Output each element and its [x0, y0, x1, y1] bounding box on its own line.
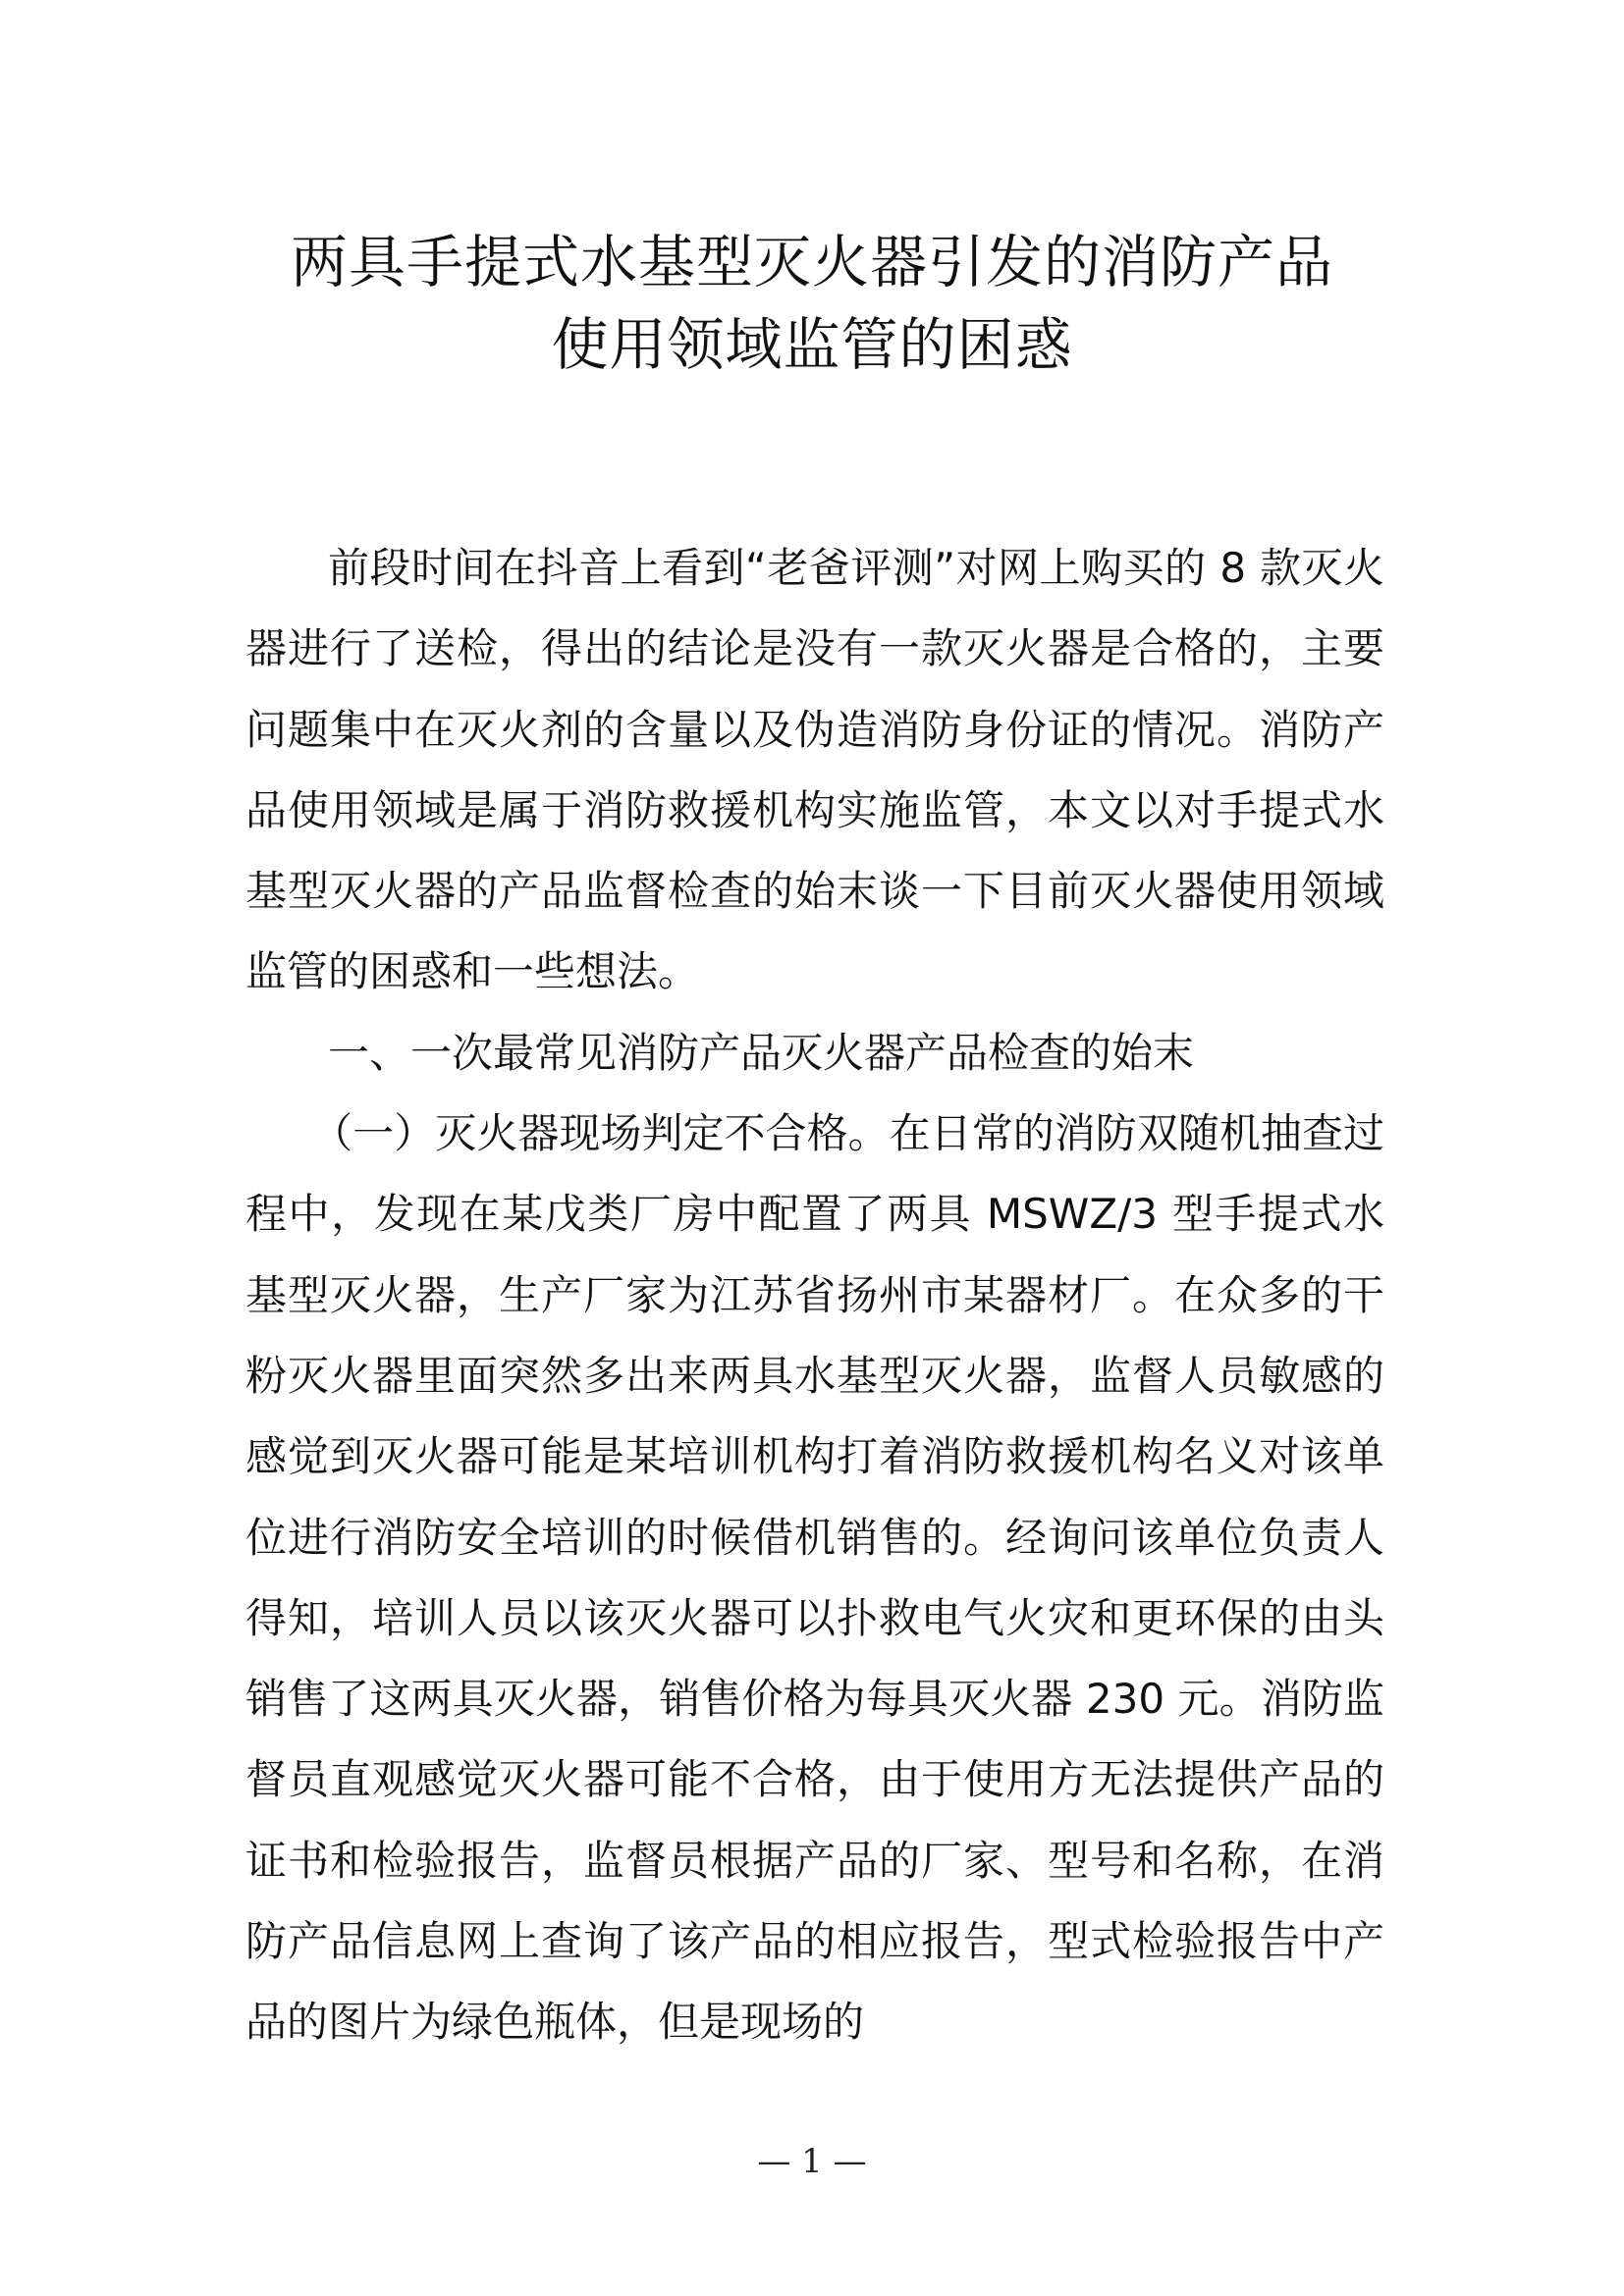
intro-paragraph: 前段时间在抖音上看到“老爸评测”对网上购买的 8 款灭火器进行了送检，得出的结论是没有一款灭火器是合格的，主要问题集中在灭火剂的含量以及伪造消防身份证的情况。消防产品使用领域是属于消防救援机构实施监管，本文以对手提式水基型灭火器的产品监督检查的始末谈一下目前灭火器使用领域监管的困惑和一些想法。 [245, 544, 1384, 996]
subsection-paragraph-1: （一）灭火器现场判定不合格。在日常的消防双随机抽查过程中，发现在某戊类厂房中配置了两具 MSWZ/3 型手提式水基型灭火器，生产厂家为江苏省扬州市某器材厂。在众多的干粉灭火器里面突然多出来两具水基型灭火器，监督人员敏感的感觉到灭火器可能是某培训机构打着消防救援机构名义对该单位进行消防安全培训的时候借机销售的。经询问该单位负责人得知，培训人员以该灭火器可以扑救电气火灾和更环保的由头销售了这两具灭火器，销售价格为每具灭火器 230 元。消防监督员直观感觉灭火器可能不合格，由于使用方无法提供产品的证书和检验报告，监督员根据产品的厂家、型号和名称，在消防产品信息网上查询了该产品的相应报告，型式检验报告中产品的图片为绿色瓶体，但是现场的 [245, 1109, 1384, 2047]
page-number: — 1 — [757, 2142, 867, 2181]
section-heading-1: 一、一次最常见消防产品灭火器产品检查的始末 [328, 1028, 1195, 1077]
document-title-line-1: 两具手提式水基型灭火器引发的消防产品 [290, 229, 1333, 295]
document-body [245, 528, 1384, 2063]
document-title-line-2: 使用领域监管的困惑 [551, 311, 1073, 378]
